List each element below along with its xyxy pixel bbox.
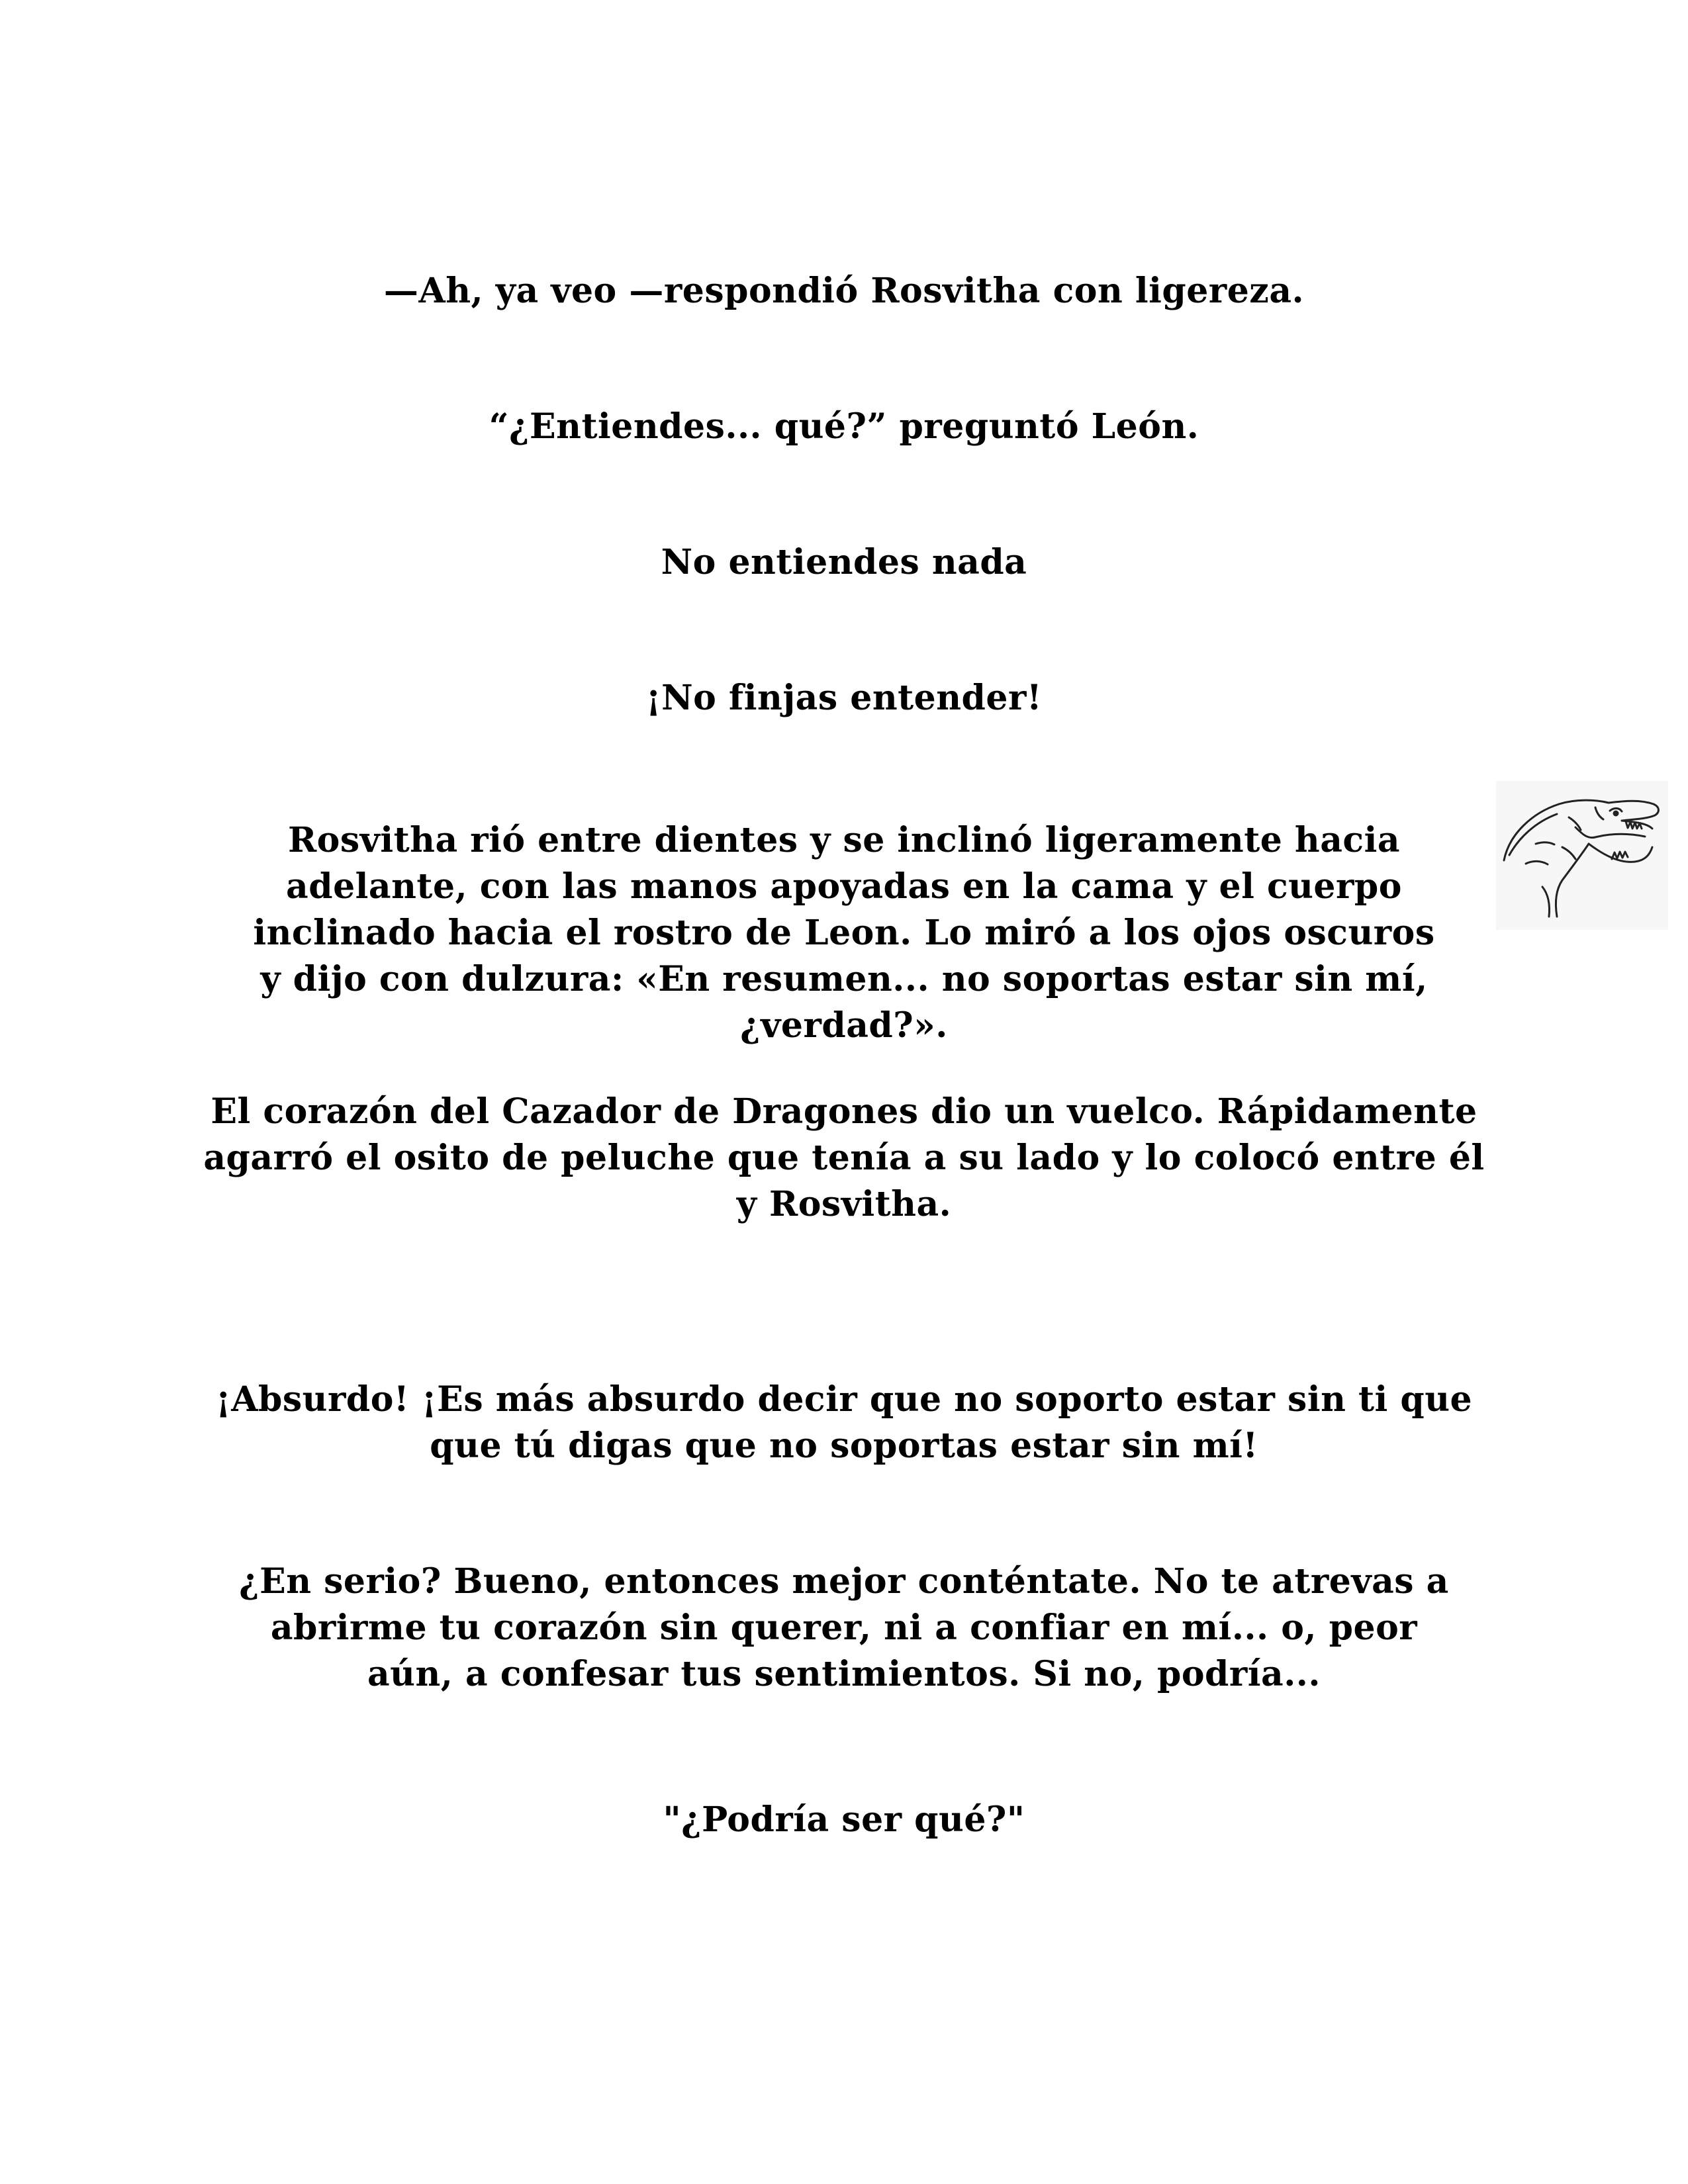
paragraph-3: No entiendes nada [661, 542, 1027, 582]
paragraph-5: Rosvitha rió entre dientes y se inclinó ligeramente hacia adelante, con las manos apoyadas en la cama y el cuerpo inclinado hacia el rostro de Leon. Lo miró a los ojos oscuros y dijo con dulzura: «En resumen... no soportas estar sin mí, ¿verdad?». [253, 820, 1435, 1046]
paragraph-9: "¿Podría ser qué?" [663, 1799, 1025, 1840]
paragraph-4: ¡No finjas entender! [645, 678, 1043, 718]
paragraph-8: ¿En serio? Bueno, entonces mejor conténtate. No te atrevas a abrirme tu corazón sin querer, ni a confiar en mí... o, peor aún, a confesar tus sentimientos. Si no, podría... [239, 1561, 1449, 1694]
paragraph-1: —Ah, ya veo —respondió Rosvitha con ligereza. [383, 271, 1305, 311]
paragraph-2: “¿Entiendes... qué?” preguntó León. [489, 406, 1199, 447]
paragraph-7: ¡Absurdo! ¡Es más absurdo decir que no soporto estar sin ti que que tú digas que no soportas estar sin mí! [215, 1379, 1473, 1466]
dinosaur-head-sketch-icon [1496, 781, 1668, 930]
paragraph-6: El corazón del Cazador de Dragones dio un vuelco. Rápidamente agarró el osito de peluche que tenía a su lado y lo colocó entre él y Rosvitha. [203, 1091, 1485, 1224]
